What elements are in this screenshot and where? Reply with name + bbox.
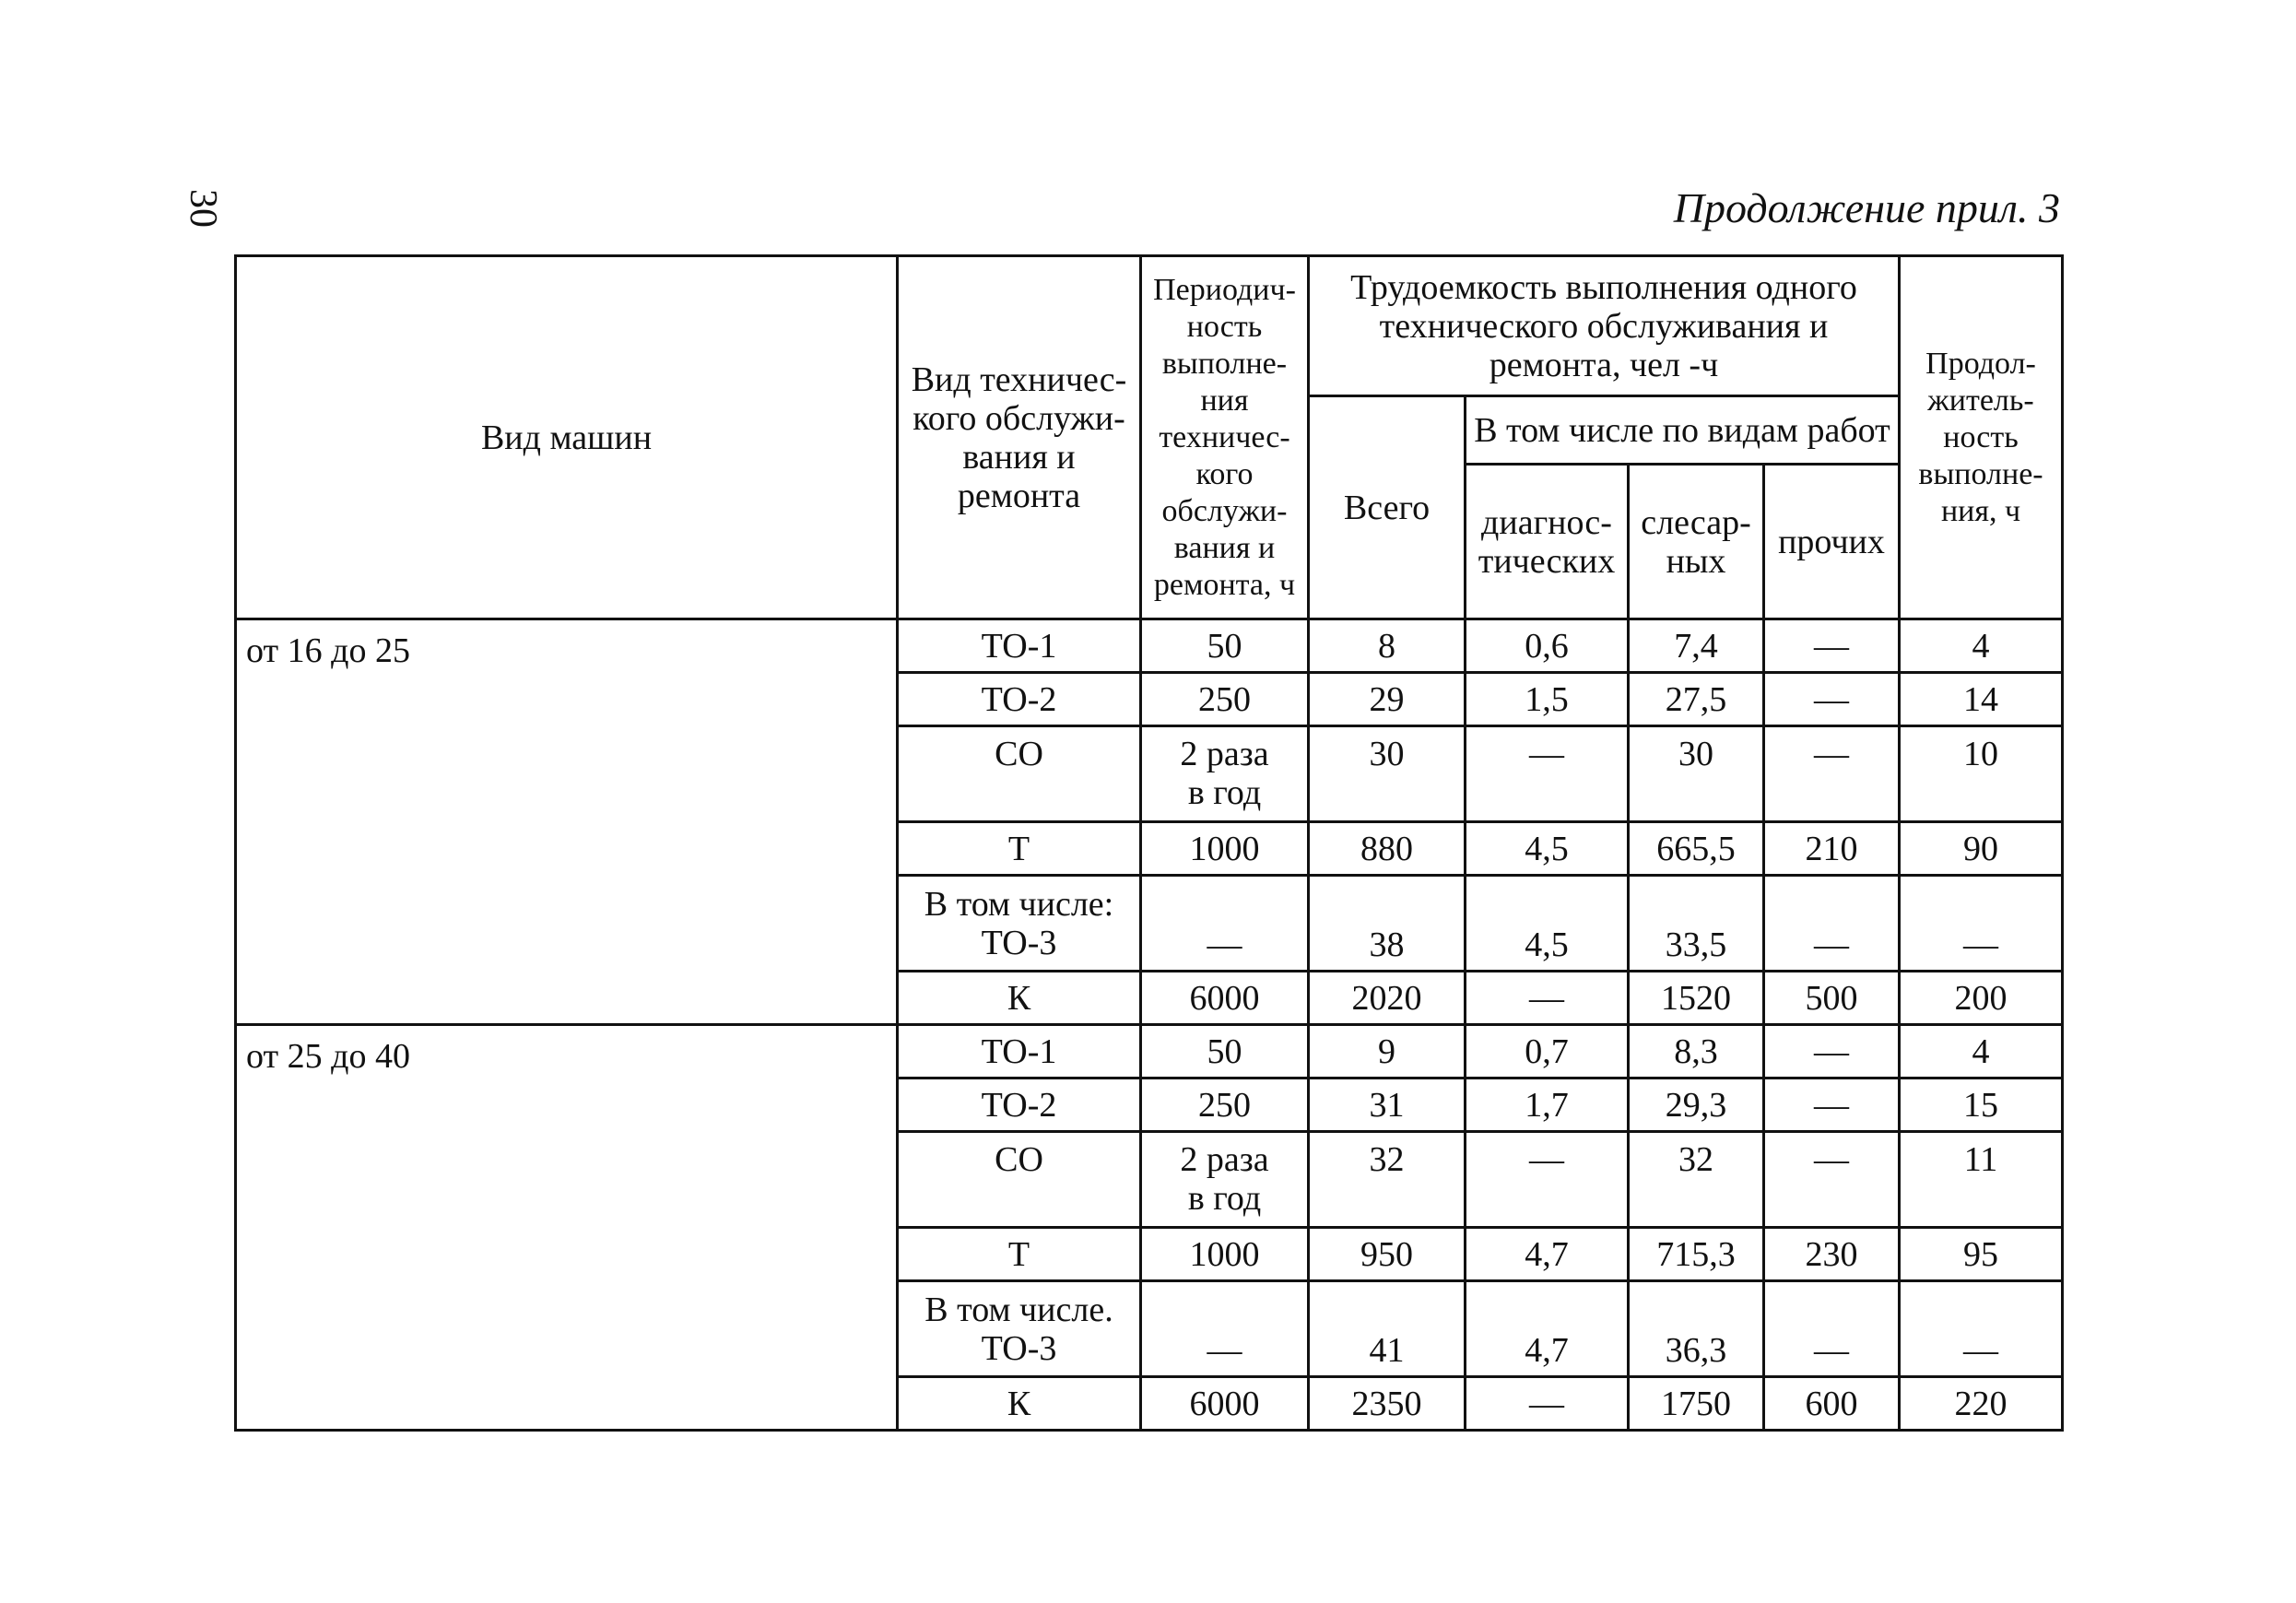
periodicity-cell: 1000 <box>1141 822 1309 876</box>
diagnostic-cell: 1,7 <box>1466 1078 1629 1132</box>
header-line: кого обслужи- <box>913 398 1125 438</box>
machine-type-label: от 16 до 25 <box>246 631 410 670</box>
other-cell: — <box>1764 673 1900 726</box>
header-line: тических <box>1478 541 1616 581</box>
service-type-cell: ТО-2 <box>898 673 1141 726</box>
service-type-line: ТО-3 <box>981 1328 1057 1368</box>
diagnostic-cell: 0,7 <box>1466 1025 1629 1078</box>
header-periodicity <box>1141 256 1309 619</box>
other-cell: — <box>1764 1025 1900 1078</box>
machine-type-label: от 25 до 40 <box>246 1037 410 1076</box>
periodicity-cell: 6000 <box>1141 1377 1309 1431</box>
mechanical-cell: 8,3 <box>1629 1025 1764 1078</box>
periodicity-line: в год <box>1187 1179 1262 1218</box>
mechanical-cell: 1750 <box>1629 1377 1764 1431</box>
other-cell: — <box>1764 876 1900 972</box>
periodicity-cell <box>1141 726 1309 822</box>
total-cell: 38 <box>1309 876 1466 972</box>
header-total <box>1309 396 1466 619</box>
periodicity-line: 2 раза <box>1180 1140 1269 1179</box>
header-line: кого <box>1195 456 1254 491</box>
header-machine-type <box>236 256 898 619</box>
duration-cell: 11 <box>1900 1132 2063 1228</box>
mechanical-cell: 33,5 <box>1629 876 1764 972</box>
service-type-cell: Т <box>898 822 1141 876</box>
other-cell: — <box>1764 1281 1900 1377</box>
header-line: обслужи- <box>1161 493 1288 528</box>
header-line: Периодич- <box>1153 272 1296 307</box>
service-type-line: В том числе. <box>924 1290 1113 1329</box>
mechanical-cell: 29,3 <box>1629 1078 1764 1132</box>
mechanical-cell: 7,4 <box>1629 619 1764 673</box>
periodicity-cell: 6000 <box>1141 972 1309 1025</box>
diagnostic-cell: 4,7 <box>1466 1228 1629 1281</box>
header-line: ремонта, ч <box>1153 567 1296 602</box>
service-type-cell: К <box>898 1377 1141 1431</box>
periodicity-line: в год <box>1187 773 1262 812</box>
header-line: выполне- <box>1161 346 1288 381</box>
periodicity-cell: 250 <box>1141 673 1309 726</box>
header-line: ния <box>1200 383 1249 418</box>
diagnostic-cell: — <box>1466 972 1629 1025</box>
mechanical-cell: 27,5 <box>1629 673 1764 726</box>
periodicity-cell: 250 <box>1141 1078 1309 1132</box>
duration-cell: 10 <box>1900 726 2063 822</box>
total-cell: 950 <box>1309 1228 1466 1281</box>
header-line: слесар- <box>1641 502 1751 542</box>
header-other-label: прочих <box>1778 522 1885 561</box>
diagnostic-cell: 4,7 <box>1466 1281 1629 1377</box>
service-type-line: В том числе: <box>924 884 1114 924</box>
other-cell: — <box>1764 726 1900 822</box>
header-line: ность <box>1943 419 2019 454</box>
total-cell: 41 <box>1309 1281 1466 1377</box>
page-number: 30 <box>182 189 224 228</box>
header-line: ремонта <box>957 476 1081 515</box>
header-line: диагнос- <box>1481 502 1612 542</box>
diagnostic-cell: 1,5 <box>1466 673 1629 726</box>
diagnostic-cell: — <box>1466 1377 1629 1431</box>
periodicity-cell: — <box>1141 876 1309 972</box>
periodicity-cell: — <box>1141 1281 1309 1377</box>
total-cell: 30 <box>1309 726 1466 822</box>
header-including-label: В том числе по видам работ <box>1474 410 1890 450</box>
periodicity-cell <box>1141 1132 1309 1228</box>
other-cell: 230 <box>1764 1228 1900 1281</box>
periodicity-cell: 50 <box>1141 619 1309 673</box>
total-cell: 29 <box>1309 673 1466 726</box>
service-type-cell <box>898 876 1141 972</box>
total-cell: 9 <box>1309 1025 1466 1078</box>
total-cell: 2350 <box>1309 1377 1466 1431</box>
duration-cell: — <box>1900 876 2063 972</box>
total-cell: 2020 <box>1309 972 1466 1025</box>
mechanical-cell: 30 <box>1629 726 1764 822</box>
header-line: выполне- <box>1918 456 2043 491</box>
service-type-cell: ТО-1 <box>898 619 1141 673</box>
duration-cell: 14 <box>1900 673 2063 726</box>
machine-type-cell <box>236 619 898 1025</box>
duration-cell: 200 <box>1900 972 2063 1025</box>
mechanical-cell: 1520 <box>1629 972 1764 1025</box>
service-type-line: ТО-3 <box>981 923 1057 962</box>
service-type-cell: Т <box>898 1228 1141 1281</box>
header-machine-type-label: Вид машин <box>480 418 653 457</box>
mechanical-cell: 32 <box>1629 1132 1764 1228</box>
header-line: Вид техничес- <box>911 359 1127 399</box>
periodicity-cell: 50 <box>1141 1025 1309 1078</box>
diagnostic-cell: — <box>1466 1132 1629 1228</box>
duration-cell: 220 <box>1900 1377 2063 1431</box>
total-cell: 32 <box>1309 1132 1466 1228</box>
header-total-label: Всего <box>1343 488 1431 527</box>
duration-cell: — <box>1900 1281 2063 1377</box>
machine-type-cell <box>236 1025 898 1431</box>
diagnostic-cell: 4,5 <box>1466 822 1629 876</box>
duration-cell: 15 <box>1900 1078 2063 1132</box>
header-mechanical <box>1629 465 1764 619</box>
duration-cell: 4 <box>1900 619 2063 673</box>
diagnostic-cell: — <box>1466 726 1629 822</box>
periodicity-line: 2 раза <box>1180 735 1269 773</box>
header-line: Продол- <box>1925 346 2036 381</box>
duration-cell: 4 <box>1900 1025 2063 1078</box>
mechanical-cell: 36,3 <box>1629 1281 1764 1377</box>
service-type-cell: ТО-1 <box>898 1025 1141 1078</box>
duration-cell: 90 <box>1900 822 2063 876</box>
header-line: Трудоемкость выполнения одного <box>1350 267 1857 307</box>
header-line: технического обслуживания и <box>1379 306 1829 346</box>
header-duration <box>1900 256 2063 619</box>
header-line: техничес- <box>1159 419 1290 454</box>
header-line: ность <box>1186 309 1263 344</box>
service-type-cell <box>898 1281 1141 1377</box>
header-line: житель- <box>1927 383 2034 418</box>
header-other <box>1764 465 1900 619</box>
header-diagnostic <box>1466 465 1629 619</box>
header-line: ремонта, чел -ч <box>1489 345 1719 384</box>
table-row <box>236 619 2063 673</box>
service-type-cell: СО <box>898 1132 1141 1228</box>
header-labor-intensity <box>1309 256 1900 396</box>
service-type-cell: ТО-2 <box>898 1078 1141 1132</box>
other-cell: 210 <box>1764 822 1900 876</box>
mechanical-cell: 665,5 <box>1629 822 1764 876</box>
other-cell: — <box>1764 1078 1900 1132</box>
table-caption: Продолжение прил. 3 <box>1673 184 2060 231</box>
header-line: вания и <box>1173 530 1276 565</box>
periodicity-cell: 1000 <box>1141 1228 1309 1281</box>
header-service-type <box>898 256 1141 619</box>
header-including-by-work <box>1466 396 1900 465</box>
maintenance-table <box>234 254 2064 1432</box>
mechanical-cell: 715,3 <box>1629 1228 1764 1281</box>
other-cell: 500 <box>1764 972 1900 1025</box>
total-cell: 31 <box>1309 1078 1466 1132</box>
header-line: вания и <box>962 437 1076 477</box>
total-cell: 880 <box>1309 822 1466 876</box>
other-cell: — <box>1764 1132 1900 1228</box>
diagnostic-cell: 4,5 <box>1466 876 1629 972</box>
service-type-cell: СО <box>898 726 1141 822</box>
duration-cell: 95 <box>1900 1228 2063 1281</box>
service-type-cell: К <box>898 972 1141 1025</box>
table-row <box>236 1025 2063 1078</box>
other-cell: 600 <box>1764 1377 1900 1431</box>
header-line: ния, ч <box>1940 493 2021 528</box>
header-line: ных <box>1666 541 1726 581</box>
diagnostic-cell: 0,6 <box>1466 619 1629 673</box>
total-cell: 8 <box>1309 619 1466 673</box>
other-cell: — <box>1764 619 1900 673</box>
